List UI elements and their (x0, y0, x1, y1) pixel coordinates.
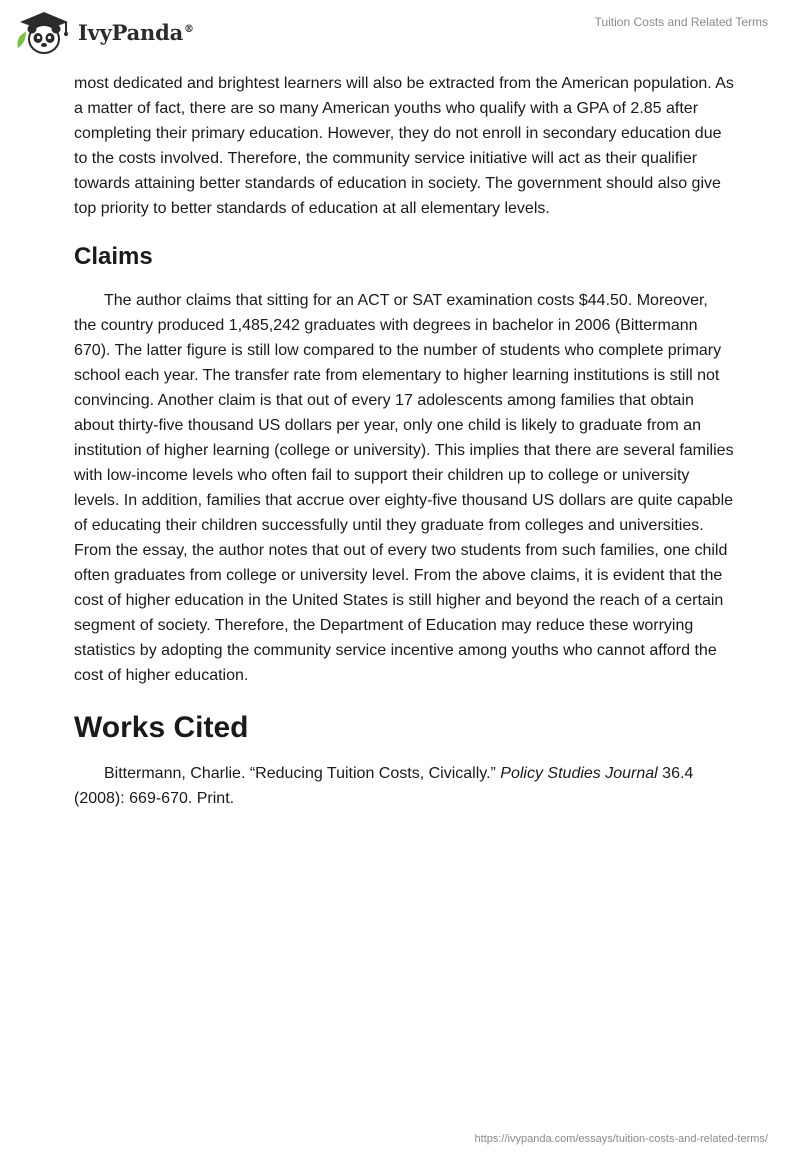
brand-name: IvyPanda® (78, 19, 194, 45)
citation-author-title: Bittermann, Charlie. “Reducing Tuition Costs, Civically.” (104, 765, 501, 782)
essay-content (74, 71, 734, 811)
citation-entry (74, 761, 734, 811)
intro-paragraph: most dedicated and brightest learners will also be extracted from the American population. As a matter of fact, there are so many American youths who qualify with a GPA of 2.85 after completing their primary education. However, they do not enroll in secondary education due to the costs involved. Therefore, the community service initiative will act as their qualifier towards attaining better standards of education in society. The government should also give top priority to better standards of education at all elementary levels. (74, 75, 734, 217)
claims-heading: Claims (74, 243, 153, 270)
page-header (0, 0, 800, 66)
works-cited-heading: Works Cited (74, 711, 249, 744)
document-title: Tuition Costs and Related Terms (594, 15, 768, 29)
claims-paragraph: The author claims that sitting for an ACT or SAT examination costs $44.50. Moreover, the country produced 1,485,242 graduates with degrees in bachelor in 2006 (Bittermann 670). The latter figure is still low compared to the number of students who complete primary school each year. The transfer rate from elementary to higher learning institutions is still not convincing. Another claim is that out of every 17 adolescents among families that obtain about thirty-five thousand US dollars per year, only one child is likely to graduate from an institution of higher learning (college or university). This implies that there are several families with low-income levels who often fail to support their children up to college or university levels. In addition, families that accrue over eighty-five thousand US dollars are quite capable of educating their children successfully until they graduate from colleges and universities. From the essay, the author notes that out of every two students from such families, one child often graduates from college or university level. From the above claims, it is evident that the cost of higher education in the United States is still higher and beyond the reach of a certain segment of society. Therefore, the Department of Education may reduce these worrying statistics by adopting the community service incentive among youths who cannot afford the cost of higher education. (74, 292, 734, 684)
panda-graduate-icon (14, 8, 72, 56)
footer-url[interactable]: https://ivypanda.com/essays/tuition-costs-and-related-terms/ (474, 1133, 768, 1145)
ivypanda-logo[interactable] (14, 8, 194, 56)
citation-details: 36.4 (2008): 669-670. Print. (74, 765, 694, 807)
citation-journal: Policy Studies Journal (500, 765, 658, 782)
